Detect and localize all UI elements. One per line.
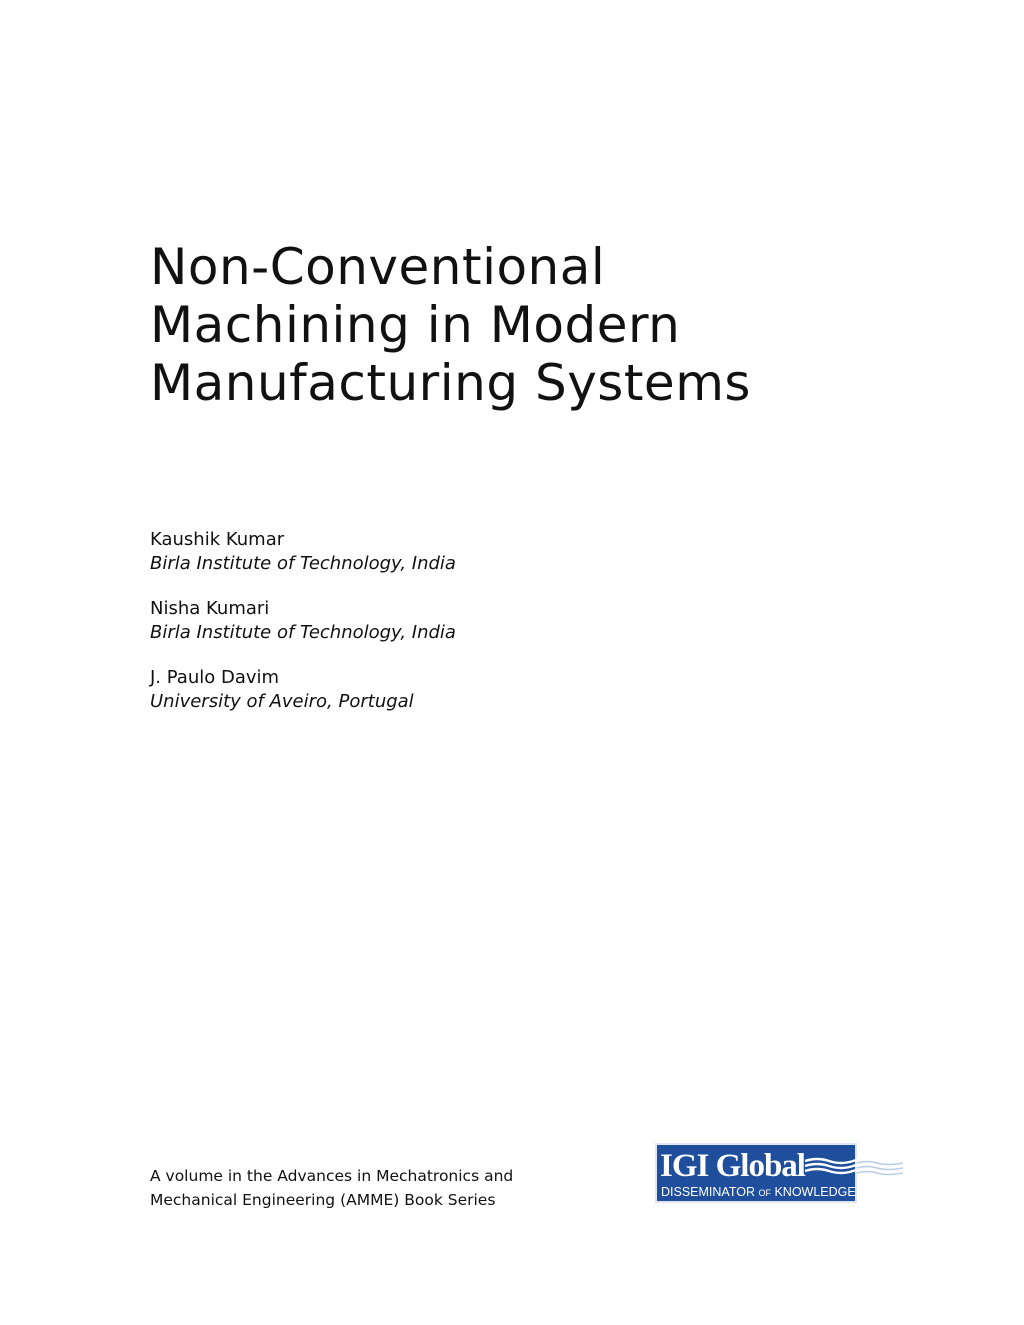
series-note xyxy=(150,1164,590,1212)
publisher-logo xyxy=(655,1143,905,1207)
tagline-part-3: KNOWLEDGE xyxy=(774,1185,856,1199)
book-title xyxy=(150,238,910,412)
tagline-part-1: DISSEMINATOR xyxy=(661,1185,755,1199)
author-name: Nisha Kumari xyxy=(150,598,270,619)
author-entry xyxy=(150,666,650,714)
series-line-2: Mechanical Engineering (AMME) Book Series xyxy=(150,1191,496,1209)
wave-lines-icon xyxy=(805,1155,903,1185)
author-entry xyxy=(150,528,650,576)
title-line-2: Machining in Modern xyxy=(150,296,681,354)
author-name: Kaushik Kumar xyxy=(150,529,285,550)
tagline-part-2: OF xyxy=(758,1188,771,1198)
title-line-3: Manufacturing Systems xyxy=(150,354,751,412)
author-affiliation: Birla Institute of Technology, India xyxy=(150,622,456,643)
author-affiliation: University of Aveiro, Portugal xyxy=(150,691,414,712)
author-entry xyxy=(150,597,650,645)
logo-name: IGI Global xyxy=(660,1148,805,1184)
logo-tagline xyxy=(661,1185,856,1200)
author-affiliation: Birla Institute of Technology, India xyxy=(150,553,456,574)
author-name: J. Paulo Davim xyxy=(150,667,280,688)
title-line-1: Non-Conventional xyxy=(150,238,606,296)
author-list xyxy=(150,528,650,735)
series-line-1: A volume in the Advances in Mechatronics and xyxy=(150,1167,514,1185)
